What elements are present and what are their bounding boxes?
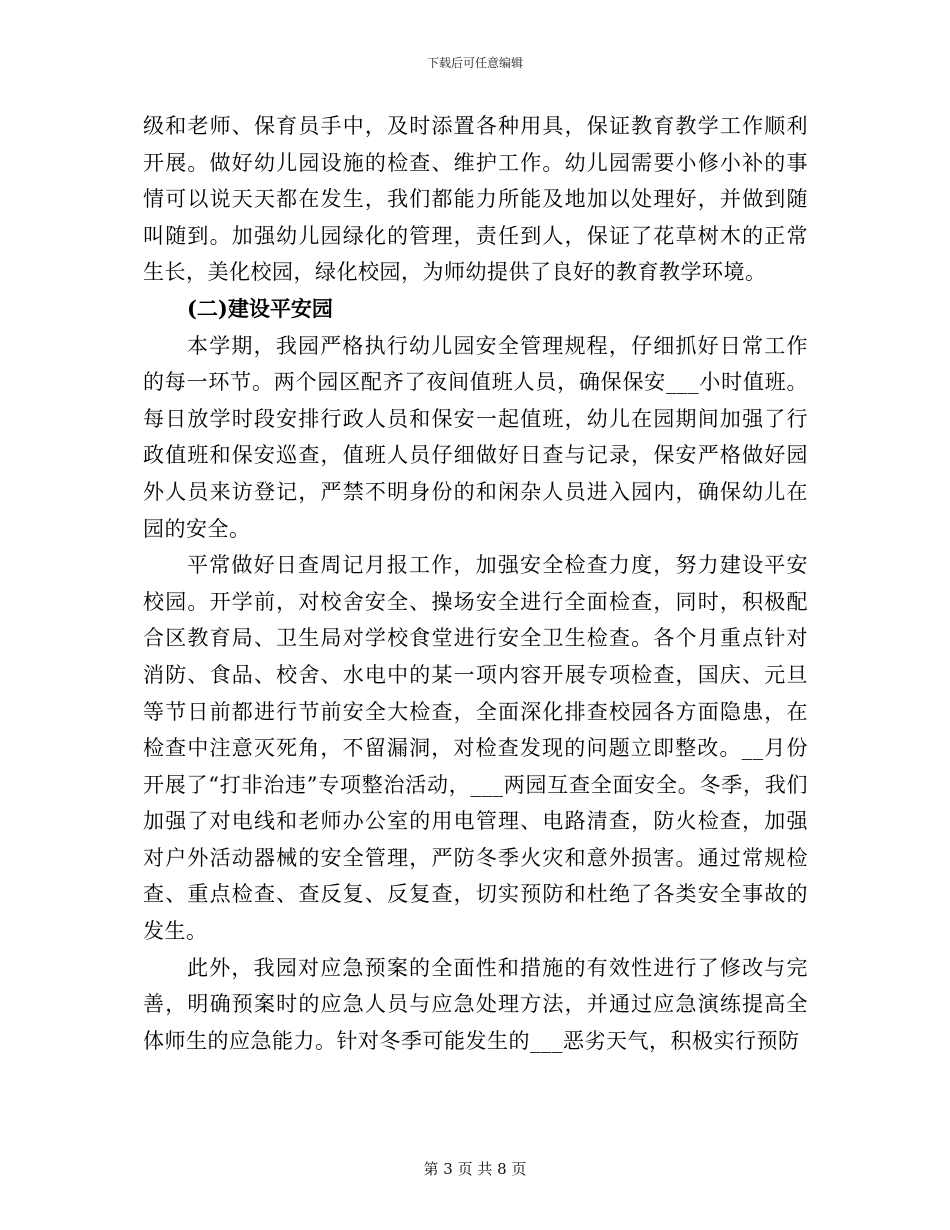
paragraph-emergency-plan: 此外，我园对应急预案的全面性和措施的有效性进行了修改与完善，明确预案时的应急人员与应急处理方法，并通过应急演练提高全体师生的应急能力。针对冬季可能发生的___恶劣天气，积极实行预防 [143, 955, 808, 1053]
paragraph-continued: 级和老师、保育员手中，及时添置各种用具，保证教育教学工作顺利开展。做好幼儿园设施的检查、维护工作。幼儿园需要小修小补的事情可以说天天都在发生，我们都能力所能及地加以处理好，并做到随叫随到。加强幼儿园绿化的管理，责任到人，保证了花草树木的正常生长，美化校园，绿化校园，为师幼提供了良好的教育教学环境。 [143, 114, 808, 285]
section-heading: (二)建设平安园 [187, 295, 333, 321]
paragraph-safety-rules: 本学期，我园严格执行幼儿园安全管理规程，仔细抓好日常工作的每一环节。两个园区配齐了夜间值班人员，确保保安___小时值班。每日放学时段安排行政人员和保安一起值班，幼儿在园期间加强了行政值班和保安巡查，值班人员仔细做好日查与记录，保安严格做好园外人员来访登记，严禁不明身份的和闲杂人员进入园内，确保幼儿在园的安全。 [143, 333, 808, 541]
page-footer: 第 3 页 共 8 页 [423, 1160, 527, 1178]
document-body [143, 108, 808, 1059]
page-header: 下载后可任意编辑 [426, 56, 523, 70]
paragraph-safety-checks: 平常做好日查周记月报工作，加强安全检查力度，努力建设平安校园。开学前，对校舍安全、操场安全进行全面检查，同时，积极配合区教育局、卫生局对学校食堂进行安全卫生检查。各个月重点针对消防、食品、校舍、水电中的某一项内容开展专项检查，国庆、元旦等节日前都进行节前安全大检查，全面深化排查校园各方面隐患，在检查中注意灭死角，不留漏洞，对检查发现的问题立即整改。__月份开展了“打非治违”专项整治活动，___两园互查全面安全。冬季，我们加强了对电线和老师办公室的用电管理、电路清查，防火检查，加强对户外活动器械的安全管理，严防冬季火灾和意外损害。通过常规检查、重点检查、查反复、反复查，切实预防和杜绝了各类安全事故的发生。 [143, 553, 808, 944]
